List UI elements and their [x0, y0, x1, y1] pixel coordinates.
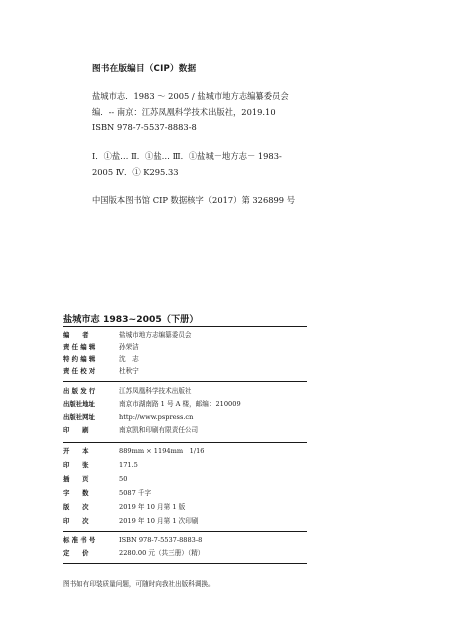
colophon-row [63, 412, 193, 423]
row-label: 版 次 [63, 503, 89, 511]
row-value: 南京凯和印刷有限责任公司 [119, 426, 199, 434]
row-value: 50 [119, 475, 128, 483]
row-label: 印 张 [63, 461, 89, 469]
row-label: 字 数 [63, 489, 89, 497]
row-value: ISBN 978-7-5537-8883-8 [119, 536, 203, 544]
row-label: 开 本 [63, 447, 89, 455]
cip-line-isbn: ISBN 978-7-5537-8883-8 [92, 122, 197, 132]
divider [63, 442, 307, 443]
colophon-row [63, 399, 241, 410]
cip-title: 图书在版编目（CIP）数据 [92, 64, 197, 74]
row-label: 印 刷 [63, 426, 89, 434]
row-label: 出版社地址 [63, 400, 95, 408]
colophon-row [63, 548, 204, 559]
row-label: 定 价 [63, 549, 89, 557]
quality-notice: 图书如有印装质量问题，可随时向我社出版科调换。 [63, 580, 215, 588]
row-label: 插 页 [63, 475, 89, 483]
cip-line-subjects: Ⅰ．①盐… Ⅱ．①盐… Ⅲ．①盐城－地方志－ 1983- [92, 151, 282, 161]
colophon-row [63, 425, 198, 436]
colophon-row [63, 488, 151, 499]
cip-line-record-number: 中国版本图书馆 CIP 数据核字（2017）第 326899 号 [92, 195, 295, 205]
row-value: 沈 志 [119, 355, 139, 363]
colophon-row [63, 474, 127, 485]
divider [63, 326, 307, 327]
row-value: 南京市湖南路 1 号 A 楼，邮编：210009 [119, 400, 241, 408]
row-label: 特 约 编 辑 [63, 355, 96, 363]
colophon-row [63, 342, 139, 353]
colophon-row [63, 446, 205, 457]
row-value: 盐城市地方志编纂委员会 [119, 331, 192, 339]
row-value: 2019 年 10 月第 1 次印刷 [119, 517, 199, 525]
row-label: 印 次 [63, 517, 89, 525]
row-value: http://www.pspress.cn [119, 413, 194, 421]
row-label: 出版社网址 [63, 413, 95, 421]
colophon-row [63, 366, 139, 377]
colophon-row [63, 460, 138, 471]
colophon-row [63, 535, 202, 546]
row-value: 2280.00 元（共三册）（精） [119, 549, 205, 557]
row-label: 标 准 书 号 [63, 536, 96, 544]
row-label: 责 任 校 对 [63, 367, 96, 375]
row-value: 2019 年 10 月第 1 版 [119, 503, 186, 511]
row-label: 编 者 [63, 331, 89, 339]
book-title: 盐城市志 1983~2005（下册） [63, 314, 199, 325]
divider [63, 381, 307, 382]
row-value: 孙荣洁 [119, 343, 139, 351]
colophon-row [63, 386, 192, 397]
colophon-row [63, 502, 185, 513]
row-value: 5087 千字 [119, 489, 152, 497]
divider [63, 531, 307, 532]
cip-line-classification: 2005 Ⅳ．① K295.33 [92, 167, 179, 177]
row-value: 889mm × 1194mm 1/16 [119, 447, 205, 455]
cip-line-title-author: 盐城市志．1983 ～ 2005 / 盐城市地方志编纂委员会 [92, 91, 289, 101]
colophon-row [63, 354, 139, 365]
colophon-row [63, 516, 198, 527]
cip-line-publisher: 编．-- 南京：江苏凤凰科学技术出版社，2019.10 [92, 107, 276, 117]
row-value: 171.5 [119, 461, 138, 469]
colophon-row [63, 330, 192, 341]
row-value: 江苏凤凰科学技术出版社 [119, 387, 192, 395]
divider [63, 563, 307, 564]
row-value: 杜秋宁 [119, 367, 139, 375]
row-label: 责 任 编 辑 [63, 343, 96, 351]
row-label: 出 版 发 行 [63, 387, 96, 395]
